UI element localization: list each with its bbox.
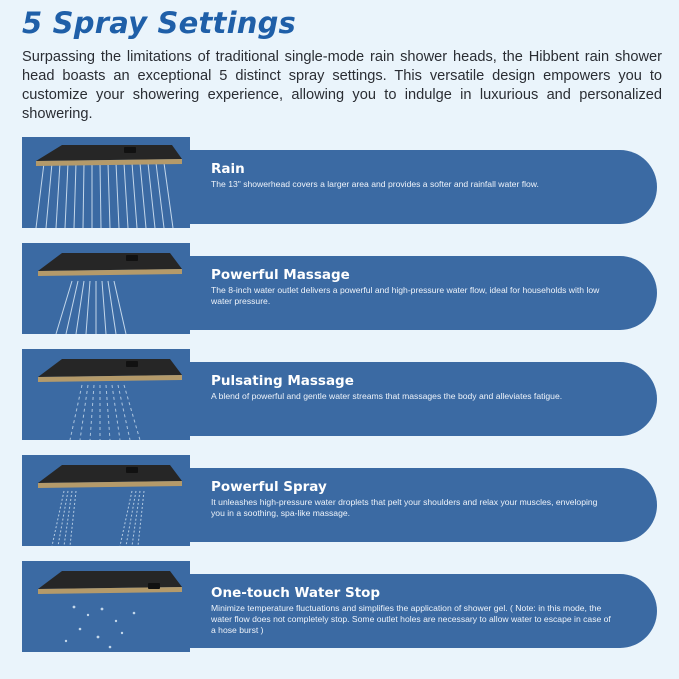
spray-mode-pulsating-massage (22, 349, 657, 440)
showerhead-massage-icon (22, 243, 190, 334)
showerhead-spray-icon (22, 455, 190, 546)
mode-title: Powerful Spray (211, 479, 327, 495)
mode-description: It unleashes high-pressure water droplets that pelt your shoulders and relax your muscles, enveloping you in a soothing, spa-like massage. (211, 497, 598, 518)
intro-paragraph: Surpassing the limitations of traditional single-mode rain shower heads, the Hibbent rain shower head boasts an exceptional 5 distinct spray settings. This versatile design empowers you to customize your showering experience, allowing you to indulge in luxurious and personalized showering. (22, 49, 662, 122)
mode-description: The 8-inch water outlet delivers a powerful and high-pressure water flow, ideal for households with low water pressure. (211, 285, 600, 306)
water-streams (56, 281, 126, 334)
mode-title: Pulsating Massage (211, 373, 354, 389)
spray-mode-powerful-spray (22, 455, 657, 546)
mode-title: Rain (211, 161, 245, 177)
spray-mode-panel (190, 362, 657, 436)
showerhead-rain-icon (22, 137, 190, 228)
page-title: 5 Spray Settings (22, 6, 296, 40)
mode-description: The 13" showerhead covers a larger area and provides a softer and rainfall water flow. (211, 179, 539, 189)
showerhead-stop-icon (22, 561, 190, 652)
mode-title: Powerful Massage (211, 267, 350, 283)
water-streams (36, 163, 173, 228)
mode-title: One-touch Water Stop (211, 585, 381, 601)
water-streams (52, 491, 144, 546)
spray-mode-powerful-massage (22, 243, 657, 334)
spray-mode-panel (190, 150, 657, 224)
water-drops (65, 606, 136, 649)
spray-mode-panel (190, 468, 657, 542)
spray-mode-water-stop (22, 561, 657, 652)
showerhead-pulsating-icon (22, 349, 190, 440)
mode-description: Minimize temperature fluctuations and simplifies the application of shower gel. ( Note: in this mode, the water flow does not completely stop. Some outlet holes are necessary to allow water to escape in case of a hose burst ) (211, 603, 611, 635)
water-streams (70, 385, 140, 440)
spray-mode-rain (22, 137, 657, 228)
mode-description: A blend of powerful and gentle water streams that massages the body and alleviates fatigue. (211, 391, 563, 401)
spray-mode-panel (190, 574, 657, 648)
spray-mode-panel (190, 256, 657, 330)
